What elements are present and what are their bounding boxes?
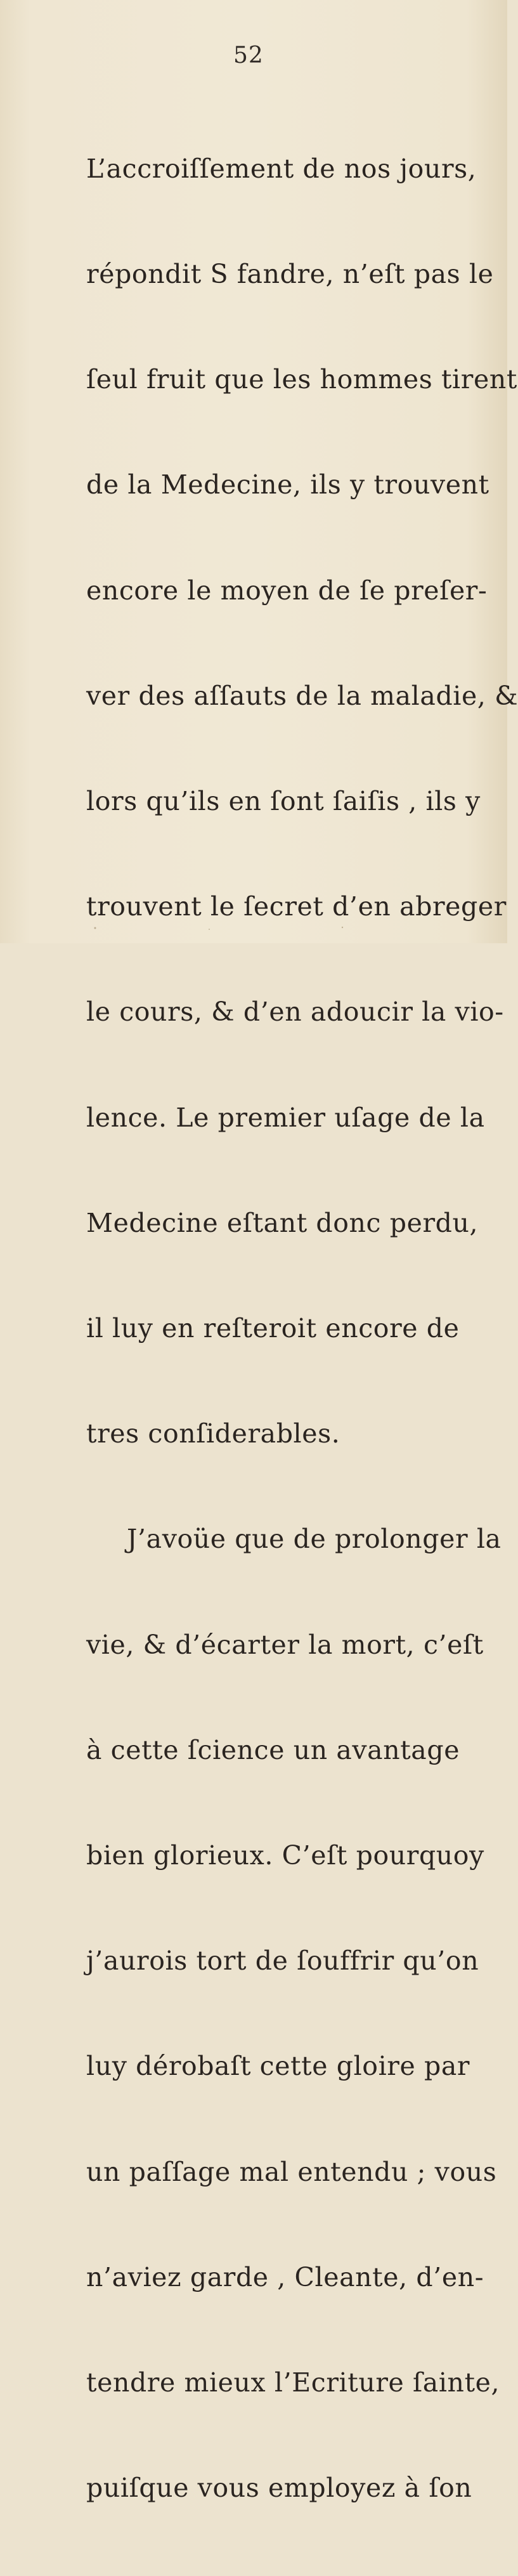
text-line: un paſſage mal entendu ; vous (86, 2156, 497, 2187)
body-text (86, 81, 518, 2576)
text-line: lence. Le premier uſage de la (86, 1102, 485, 1133)
text-line: tendre mieux l’Ecriture ſainte, (86, 2367, 500, 2398)
text-line: ver des aſſauts de la maladie, & (86, 680, 518, 711)
text-line: de la Medecine, ils y trouvent (86, 469, 489, 500)
page-number: 52 (233, 42, 264, 69)
text-line: n’aviez garde , Cleante, d’en- (86, 2261, 484, 2292)
paper-specks (76, 925, 431, 932)
text-line: trouvent le ſecret d’en abreger (86, 891, 507, 922)
text-line: L’accroiſſement de nos jours, (86, 153, 477, 184)
text-line: tres conſiderables. (86, 1418, 340, 1449)
text-line: vie, & d’écarter la mort, c’eſt (86, 1629, 484, 1660)
text-line: encore le moyen de ſe preſer- (86, 575, 488, 606)
text-line: à cette ſcience un avantage (86, 1734, 460, 1765)
text-line: le cours, & d’en adoucir la vio- (86, 997, 504, 1028)
text-line: j’aurois tort de ſouffrir qu’on (86, 1945, 479, 1977)
text-line: lors qu’ils en ſont ſaiſis , ils y (86, 786, 481, 817)
text-line: il luy en reſteroit encore de (86, 1313, 460, 1344)
paragraph-start-line: J’avoüe que de prolonger la (127, 1524, 502, 1555)
text-line: ſeul fruit que les hommes tirent (86, 364, 517, 395)
text-line: Medecine eſtant donc perdu, (86, 1207, 479, 1238)
text-line: bien glorieux. C’eſt pourquoy (86, 1840, 484, 1871)
text-line: répondit S fandre, n’eſt pas le (86, 259, 494, 290)
text-line: luy dérobaſt cette gloire par (86, 2051, 470, 2082)
text-line: puiſque vous employez à ſon (86, 2473, 472, 2504)
